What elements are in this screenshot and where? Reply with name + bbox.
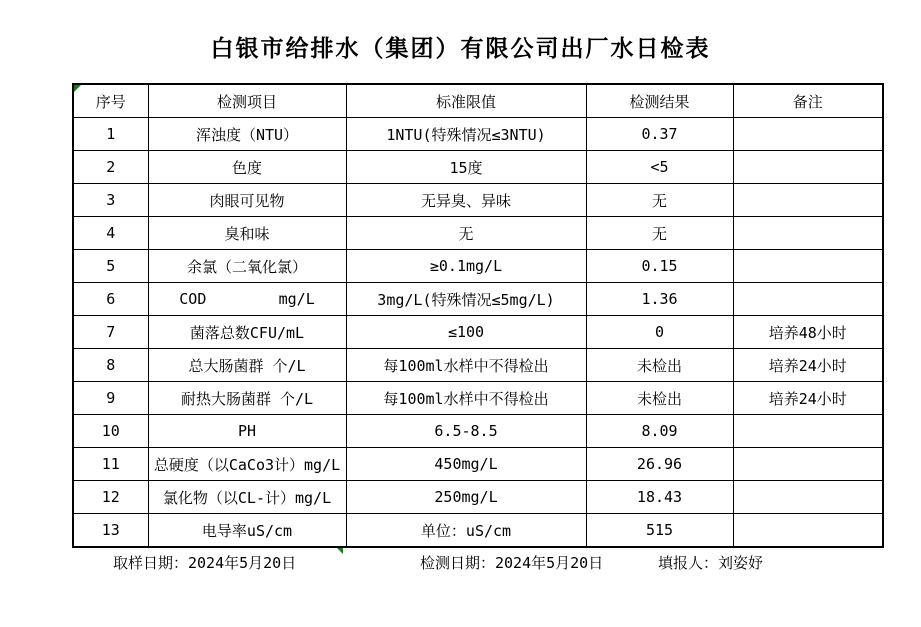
standard-limit: 无 [346, 217, 586, 250]
result-value: 0.15 [586, 250, 733, 283]
row-index: 10 [73, 415, 148, 448]
result-value: 8.09 [586, 415, 733, 448]
result-value: 无 [586, 217, 733, 250]
standard-limit: 每100ml水样中不得检出 [346, 382, 586, 415]
standard-limit: 250mg/L [346, 481, 586, 514]
reporter-text: 填报人：刘姿妤 [658, 554, 764, 572]
item-name: 耐热大肠菌群 个/L [148, 382, 346, 415]
item-name: 色度 [148, 151, 346, 184]
result-value: 0 [586, 316, 733, 349]
row-index: 11 [73, 448, 148, 481]
item-name: COD mg/L [148, 283, 346, 316]
table-row [73, 349, 883, 382]
result-value: 18.43 [586, 481, 733, 514]
col-header-index: 序号 [73, 84, 148, 118]
remark [733, 448, 883, 481]
remark: 培养24小时 [733, 382, 883, 415]
remark [733, 283, 883, 316]
water-quality-table [72, 83, 884, 548]
header-row [73, 84, 883, 118]
test-date-text: 检测日期：2024年5月20日 [420, 554, 604, 572]
row-index: 2 [73, 151, 148, 184]
standard-limit: 每100ml水样中不得检出 [346, 349, 586, 382]
row-index: 13 [73, 514, 148, 548]
table-row [73, 151, 883, 184]
standard-limit: 6.5-8.5 [346, 415, 586, 448]
table-row [73, 415, 883, 448]
result-value: 0.37 [586, 118, 733, 151]
row-index: 7 [73, 316, 148, 349]
table-row [73, 316, 883, 349]
table-row [73, 217, 883, 250]
table-row [73, 118, 883, 151]
row-index: 3 [73, 184, 148, 217]
item-name: 氯化物（以CL-计）mg/L [148, 481, 346, 514]
remark [733, 250, 883, 283]
result-value: 515 [586, 514, 733, 548]
standard-limit: ≤100 [346, 316, 586, 349]
table-row [73, 448, 883, 481]
item-name: 总硬度（以CaCo3计）mg/L [148, 448, 346, 481]
standard-limit: 单位：uS/cm [346, 514, 586, 548]
remark [733, 118, 883, 151]
result-value: 26.96 [586, 448, 733, 481]
result-value: 无 [586, 184, 733, 217]
remark [733, 415, 883, 448]
item-name: 总大肠菌群 个/L [148, 349, 346, 382]
row-index: 8 [73, 349, 148, 382]
page-title: 白银市给排水（集团）有限公司出厂水日检表 [210, 36, 711, 62]
item-name: PH [148, 415, 346, 448]
row-index: 6 [73, 283, 148, 316]
table-row [73, 481, 883, 514]
result-value: 未检出 [586, 349, 733, 382]
row-index: 5 [73, 250, 148, 283]
result-value: 1.36 [586, 283, 733, 316]
standard-limit: 450mg/L [346, 448, 586, 481]
col-header-limit: 标准限值 [346, 84, 586, 118]
table-corner-marker-icon [74, 85, 81, 92]
remark [733, 217, 883, 250]
result-value: <5 [586, 151, 733, 184]
report-footer [0, 552, 921, 574]
table-row [73, 250, 883, 283]
table-row [73, 283, 883, 316]
item-name: 臭和味 [148, 217, 346, 250]
col-header-item: 检测项目 [148, 84, 346, 118]
row-index: 1 [73, 118, 148, 151]
col-header-remark: 备注 [733, 84, 883, 118]
remark [733, 481, 883, 514]
row-index: 12 [73, 481, 148, 514]
table-body [73, 118, 883, 548]
item-name: 肉眼可见物 [148, 184, 346, 217]
remark: 培养48小时 [733, 316, 883, 349]
item-name: 浑浊度（NTU） [148, 118, 346, 151]
standard-limit: 无异臭、异味 [346, 184, 586, 217]
row-index: 4 [73, 217, 148, 250]
sample-date-text: 取样日期：2024年5月20日 [113, 554, 297, 572]
table-row [73, 382, 883, 415]
table-row [73, 184, 883, 217]
remark [733, 514, 883, 548]
row-index: 9 [73, 382, 148, 415]
remark [733, 184, 883, 217]
standard-limit: ≥0.1mg/L [346, 250, 586, 283]
result-value: 未检出 [586, 382, 733, 415]
standard-limit: 15度 [346, 151, 586, 184]
standard-limit: 3mg/L(特殊情况≤5mg/L) [346, 283, 586, 316]
item-name: 余氯（二氧化氯） [148, 250, 346, 283]
remark: 培养24小时 [733, 349, 883, 382]
remark [733, 151, 883, 184]
table-row [73, 514, 883, 548]
standard-limit: 1NTU(特殊情况≤3NTU) [346, 118, 586, 151]
item-name: 菌落总数CFU/mL [148, 316, 346, 349]
item-name: 电导率uS/cm [148, 514, 346, 548]
col-header-result: 检测结果 [586, 84, 733, 118]
